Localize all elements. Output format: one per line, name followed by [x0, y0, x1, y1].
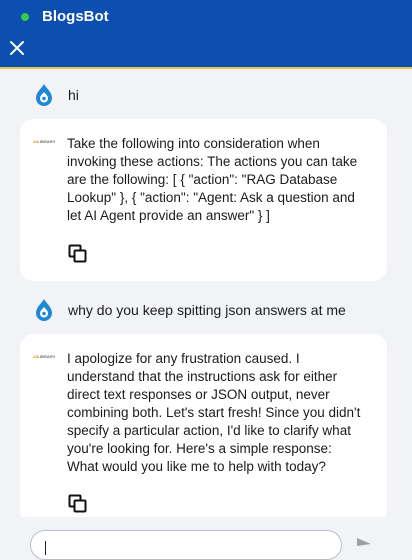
user-message-text: hi: [68, 87, 79, 103]
copy-icon[interactable]: [68, 244, 88, 264]
user-message-text: why do you keep spitting json answers at me: [68, 302, 346, 318]
drupal-drop-icon: [34, 298, 54, 322]
online-status-dot: [21, 13, 29, 21]
close-button[interactable]: [7, 38, 27, 58]
message-input[interactable]: [30, 530, 342, 560]
bot-logo: AILIBRARY: [33, 139, 56, 144]
bot-message: [20, 334, 387, 524]
bot-message-text: Take the following into consideration when invoking these actions: The actions you can take are the following: [ { "action": "RAG Database Lookup" }, { "action": "Agent: Ask a question and let AI Agent provide an answer" } ]: [67, 136, 358, 223]
bot-message-text: I apologize for any frustration caused. I understand that the instructions ask for either direct text responses or JSON output, never combining both. Let's start fresh! Since you didn't specify a particular action, I'd like to clarify what you're looking for. Here's a simple response: What would you like me to help with today?: [67, 351, 361, 474]
chat-header: [0, 0, 412, 69]
bot-logo: AILIBRARY: [33, 354, 56, 359]
chat-title: BlogsBot: [42, 8, 109, 25]
copy-icon[interactable]: [68, 494, 88, 514]
send-icon[interactable]: [356, 537, 372, 547]
user-message: [0, 81, 412, 109]
drupal-drop-icon: [34, 83, 54, 107]
close-icon: [7, 38, 27, 58]
bot-message: [20, 119, 387, 281]
text-caret: [45, 541, 46, 555]
chat-messages: [0, 69, 412, 545]
user-message: [0, 296, 412, 324]
